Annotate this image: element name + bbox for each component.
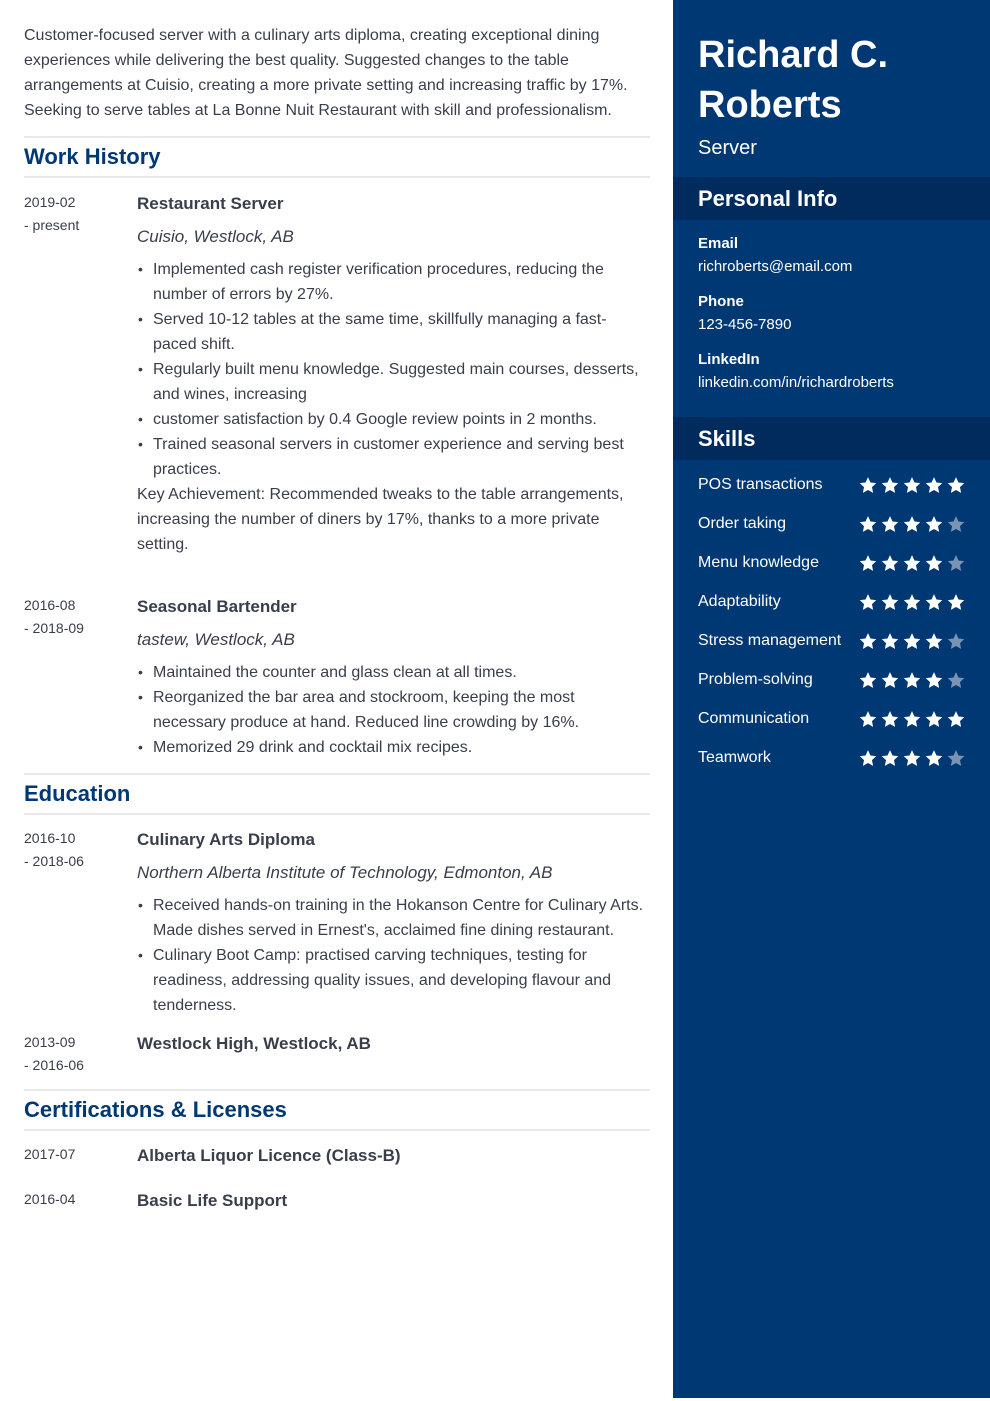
section-divider (24, 1129, 650, 1131)
duty-item: • Trained seasonal servers in customer experience and serving best practices. (137, 432, 650, 482)
skill-name: Problem-solving (698, 671, 813, 688)
date-end: - 2018-06 (24, 853, 84, 869)
skills-header: Skills (673, 417, 990, 460)
skill-row (698, 511, 966, 538)
star-filled-icon (858, 632, 878, 655)
personal-info-header: Personal Info (673, 177, 990, 220)
star-filled-icon (902, 749, 922, 772)
section-title-certifications: Certifications & Licenses (24, 1097, 287, 1122)
star-filled-icon (880, 476, 900, 499)
duty-item: • Reorganized the bar area and stockroom, keeping the most necessary produce at hand. Reduced line crowding by 16%. (137, 685, 650, 735)
star-empty-icon (946, 515, 966, 538)
star-filled-icon (880, 554, 900, 577)
skill-name: POS transactions (698, 476, 823, 493)
certification-title: Basic Life Support (137, 1191, 288, 1210)
work-entry (24, 191, 650, 557)
star-filled-icon (902, 593, 922, 616)
star-filled-icon (858, 749, 878, 772)
skill-row (698, 550, 966, 577)
date-start: 2019-02 (24, 194, 76, 210)
entry-date (24, 1031, 137, 1077)
skill-rating (858, 706, 966, 733)
section-title-education: Education (24, 781, 131, 806)
main-column (24, 0, 650, 1213)
star-filled-icon (924, 554, 944, 577)
skill-row (698, 628, 966, 655)
skill-rating (858, 472, 966, 499)
job-role: Server (698, 137, 757, 159)
star-filled-icon (924, 476, 944, 499)
skill-rating (858, 589, 966, 616)
skill-name: Adaptability (698, 593, 781, 610)
professional-summary: Customer-focused server with a culinary arts diploma, creating exceptional dining experiences while delivering the best quality. Suggested changes to the table arrangements at Cuisio, creating a more private setting and increasing traffic by 17%. Seeking to serve tables at La Bonne Nuit Restaurant with skill and professionalism. (24, 27, 628, 119)
star-filled-icon (880, 710, 900, 733)
skill-row (698, 745, 966, 772)
skill-row (698, 706, 966, 733)
star-filled-icon (902, 671, 922, 694)
star-empty-icon (946, 632, 966, 655)
star-filled-icon (902, 554, 922, 577)
skill-name: Menu knowledge (698, 554, 819, 571)
skill-name: Stress management (698, 632, 842, 649)
detail-item: • Culinary Boot Camp: practised carving techniques, testing for readiness, addressing quality issues, and developing flavour and tenderness. (137, 943, 650, 1018)
email-label: Email (698, 235, 739, 252)
date-end: - 2016-06 (24, 1057, 84, 1073)
linkedin-value[interactable]: linkedin.com/in/richardroberts (698, 374, 894, 391)
school-title: Westlock High, Westlock, AB (137, 1034, 371, 1053)
star-empty-icon (946, 671, 966, 694)
star-filled-icon (902, 515, 922, 538)
education-details (137, 893, 650, 1018)
phone-value[interactable]: 123-456-7890 (698, 316, 792, 333)
contact-email (673, 234, 990, 277)
star-filled-icon (858, 710, 878, 733)
star-filled-icon (858, 476, 878, 499)
certification-entry (24, 1188, 650, 1213)
certification-entry (24, 1143, 650, 1168)
date-end: - 2018-09 (24, 620, 84, 636)
key-achievement: Key Achievement: Recommended tweaks to the table arrangements, increasing the number of diners by 17%, thanks to a more private setting. (137, 486, 624, 553)
star-filled-icon (924, 593, 944, 616)
duty-list (137, 660, 650, 760)
employer: tastew, Westlock, AB (137, 630, 295, 649)
duty-item: • Implemented cash register verification procedures, reducing the number of errors by 27%. (137, 257, 650, 307)
candidate-name (698, 30, 990, 130)
skill-row (698, 472, 966, 499)
entry-date: 2016-04 (24, 1191, 76, 1207)
skill-name: Order taking (698, 515, 787, 532)
degree-title: Culinary Arts Diploma (137, 830, 315, 849)
star-filled-icon (880, 515, 900, 538)
duty-item: • Maintained the counter and glass clean at all times. (137, 660, 650, 685)
star-filled-icon (880, 749, 900, 772)
star-filled-icon (924, 671, 944, 694)
duty-item: • customer satisfaction by 0.4 Google review points in 2 months. (137, 407, 650, 432)
phone-label: Phone (698, 293, 744, 310)
email-value[interactable]: richroberts@email.com (698, 258, 853, 275)
skill-rating (858, 550, 966, 577)
job-title: Restaurant Server (137, 194, 284, 213)
linkedin-label: LinkedIn (698, 351, 760, 368)
star-filled-icon (880, 632, 900, 655)
name-line-1: Richard C. (698, 34, 889, 76)
star-filled-icon (946, 476, 966, 499)
education-entry (24, 827, 650, 1018)
star-filled-icon (858, 554, 878, 577)
star-filled-icon (858, 515, 878, 538)
entry-date: 2017-07 (24, 1146, 76, 1162)
entry-date (24, 594, 137, 760)
section-title-work-history: Work History (24, 144, 161, 169)
duty-item: • Regularly built menu knowledge. Suggested main courses, desserts, and wines, increasing (137, 357, 650, 407)
star-filled-icon (880, 671, 900, 694)
institution: Northern Alberta Institute of Technology, Edmonton, AB (137, 863, 553, 882)
skill-row (698, 667, 966, 694)
star-empty-icon (946, 749, 966, 772)
education-entry (24, 1031, 650, 1077)
star-filled-icon (946, 593, 966, 616)
name-line-2: Roberts (698, 84, 842, 126)
star-filled-icon (924, 749, 944, 772)
star-filled-icon (902, 710, 922, 733)
date-end: - present (24, 217, 80, 233)
duty-list (137, 257, 650, 482)
skill-row (698, 589, 966, 616)
work-entry (24, 594, 650, 760)
employer: Cuisio, Westlock, AB (137, 227, 294, 246)
skill-rating (858, 628, 966, 655)
section-divider (24, 176, 650, 178)
date-start: 2016-10 (24, 830, 76, 846)
contact-linkedin (673, 350, 990, 393)
skills-list (673, 472, 990, 772)
star-empty-icon (946, 554, 966, 577)
skill-rating (858, 667, 966, 694)
skill-rating (858, 745, 966, 772)
duty-item: • Served 10-12 tables at the same time, skillfully managing a fast-paced shift. (137, 307, 650, 357)
entry-date (24, 827, 137, 1018)
skill-name: Teamwork (698, 749, 771, 766)
contact-phone (673, 292, 990, 335)
star-filled-icon (924, 632, 944, 655)
star-filled-icon (902, 476, 922, 499)
date-start: 2013-09 (24, 1034, 76, 1050)
star-filled-icon (880, 593, 900, 616)
star-filled-icon (858, 593, 878, 616)
date-start: 2016-08 (24, 597, 76, 613)
duty-item: • Memorized 29 drink and cocktail mix recipes. (137, 735, 650, 760)
star-filled-icon (924, 710, 944, 733)
skill-rating (858, 511, 966, 538)
job-title: Seasonal Bartender (137, 597, 297, 616)
skill-name: Communication (698, 710, 810, 727)
star-filled-icon (946, 710, 966, 733)
star-filled-icon (902, 632, 922, 655)
detail-item: • Received hands-on training in the Hokanson Centre for Culinary Arts. Made dishes served in Ernest's, acclaimed fine dining restaurant. (137, 893, 650, 943)
star-filled-icon (858, 671, 878, 694)
star-filled-icon (924, 515, 944, 538)
entry-date (24, 191, 137, 557)
certification-title: Alberta Liquor Licence (Class-B) (137, 1146, 401, 1165)
section-divider (24, 813, 650, 815)
sidebar (673, 0, 990, 1398)
